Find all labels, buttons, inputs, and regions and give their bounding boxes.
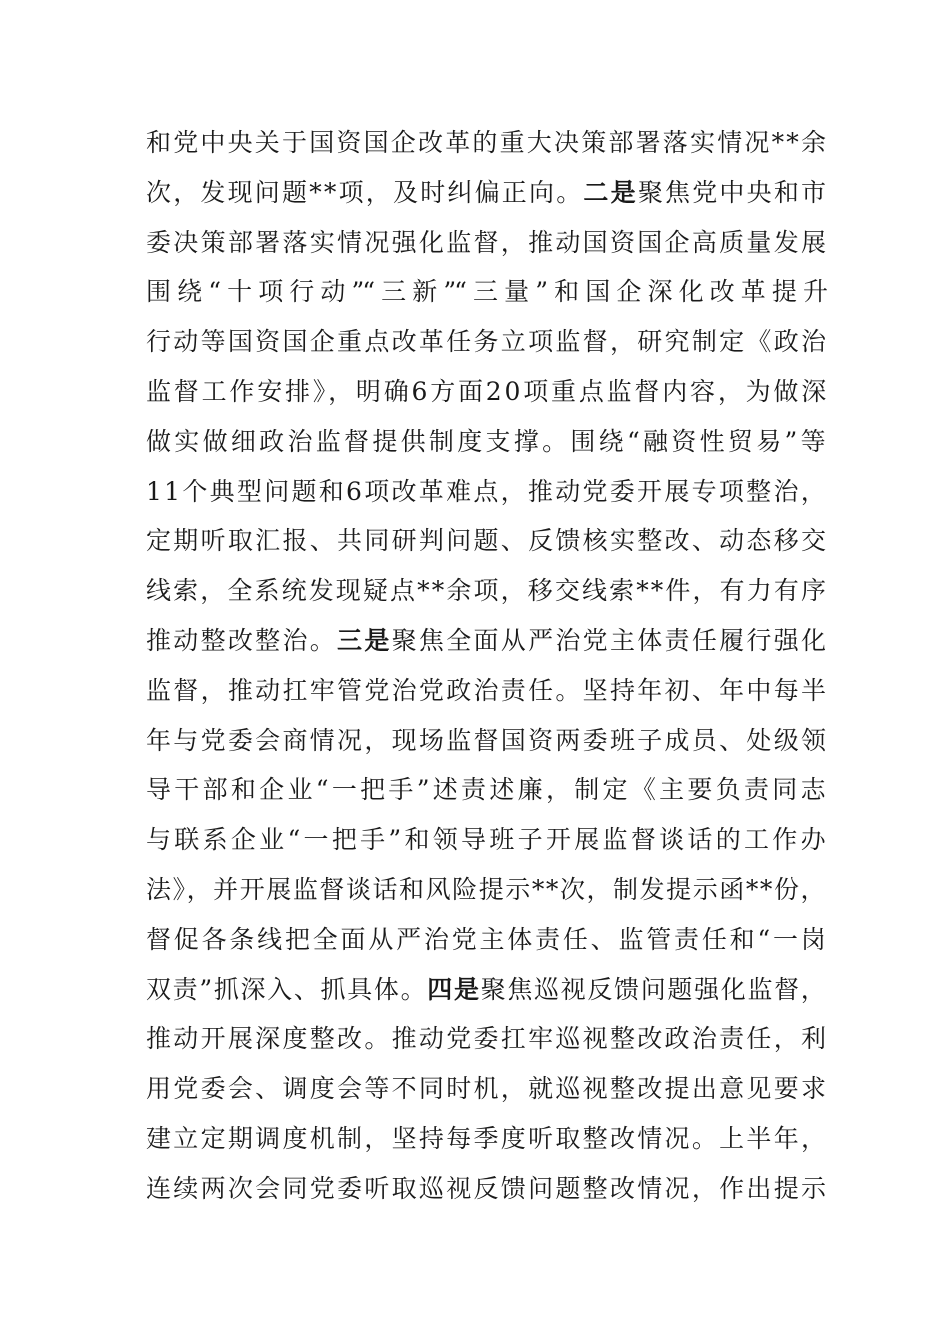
text-line [146,168,829,218]
text-segment: 行动等国资国企重点改革任务立项监督，研究制定《政治 [146,327,829,357]
text-line [146,1014,829,1064]
text-segment: 导干部和企业“一把手”述责述廉，制定《主要负责同志 [146,775,829,805]
text-line [146,616,829,666]
text-line [146,716,829,766]
text-segment: 用党委会、调度会等不同时机，就巡视整改提出意见要求 [146,1074,829,1104]
text-line [146,218,829,268]
text-line [146,1164,829,1214]
text-line [146,815,829,865]
text-segment: 围绕“十项行动”“三新”“三量”和国企深化改革提升 [146,277,826,307]
body-text [146,118,830,1214]
text-segment: 定期听取汇报、共同研判问题、反馈核实整改、动态移交 [146,526,829,556]
text-segment: 委决策部署落实情况强化监督，推动国资国企高质量发展 [146,227,829,257]
text-line [146,417,829,467]
text-segment: 督促各条线把全面从严治党主体责任、监管责任和“一岗 [146,924,829,954]
bold-marker: 三是 [337,625,392,655]
text-segment: 次，发现问题**项，及时纠偏正向。 [146,177,584,207]
text-segment: 双责”抓深入、抓具体。 [146,974,428,1004]
text-line [146,118,829,168]
text-segment: 11个典型问题和6项改革难点，推动党委开展专项整治， [146,476,828,506]
text-line [146,267,826,317]
text-line [146,666,829,716]
text-line [146,566,829,616]
text-segment: 聚焦党中央和市 [637,177,829,207]
text-segment: 连续两次会同党委听取巡视反馈问题整改情况，作出提示 [146,1173,829,1203]
text-line [146,1114,829,1164]
text-segment: 和党中央关于国资国企改革的重大决策部署落实情况**余 [146,128,829,157]
text-line [146,765,829,815]
text-segment: 监督，推动扛牢管党治党政治责任。坚持年初、年中每半 [146,675,829,705]
text-segment: 做实做细政治监督提供制度支撑。围绕“融资性贸易”等 [146,426,829,456]
text-line [146,516,829,566]
text-segment: 推动整改整治。 [146,625,338,655]
text-line [146,865,826,915]
text-segment: 年与党委会商情况，现场监督国资两委班子成员、处级领 [146,725,829,755]
text-segment: 聚焦巡视反馈问题强化监督， [480,974,828,1004]
text-line [146,367,830,417]
bold-marker: 二是 [583,177,638,207]
text-line [146,965,826,1015]
text-line [146,467,826,517]
text-segment: 聚焦全面从严治党主体责任履行强化 [391,625,829,655]
text-segment: 监督工作安排》，明确6方面20项重点监督内容，为做深 [146,376,830,406]
text-line [146,317,829,367]
text-segment: 建立定期调度机制，坚持每季度听取整改情况。上半年， [146,1123,829,1153]
text-segment: 法》，并开展监督谈话和风险提示**次，制发提示函**份， [146,874,828,904]
text-segment: 推动开展深度整改。推动党委扛牢巡视整改政治责任，利 [146,1024,829,1054]
text-segment: 线索，全系统发现疑点**余项，移交线索**件，有力有序 [146,576,829,606]
text-segment: 与联系企业“一把手”和领导班子开展监督谈话的工作办 [146,825,829,855]
bold-marker: 四是 [427,974,481,1004]
text-line [146,1064,829,1114]
text-line [146,915,829,965]
